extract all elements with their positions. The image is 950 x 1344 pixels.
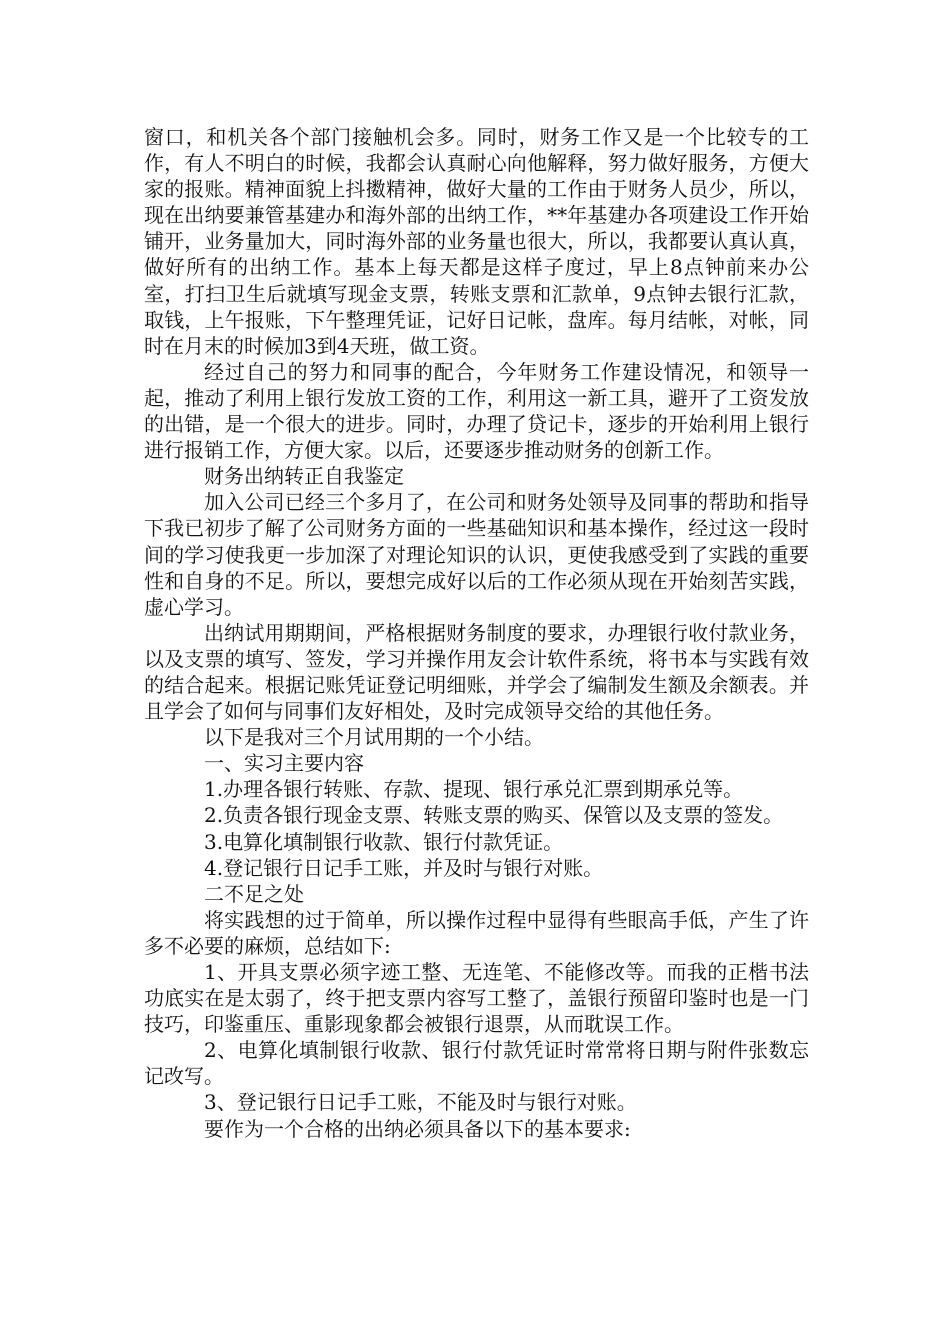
paragraph-achievements: 经过自己的努力和同事的配合，今年财务工作建设情况，和领导一起，推动了利用上银行发放工资的工作，利用这一新工具，避开了工资发放的出错，是一个很大的进步。同时，办理了贷记卡，逐步的开始利用上银行进行报销工作，方便大家。以后，还要逐步推动财务的创新工作。 bbox=[144, 359, 809, 463]
paragraph-probation: 出纳试用期期间，严格根据财务制度的要求，办理银行收付款业务，以及支票的填写、签发，学习并操作用友会计软件系统，将书本与实践有效的结合起来。根据记账凭证登记明细账，并学会了编制发生额及余额表。并且学会了如何与同事们友好相处，及时完成领导交给的其他任务。 bbox=[144, 620, 809, 724]
paragraph-summary-lead: 以下是我对三个月试用期的一个小结。 bbox=[204, 725, 544, 750]
shortcoming-item-1: 1、开具支票必须字迹工整、无连笔、不能修改等。而我的正楷书法功底实在是太弱了，终于把支票内容写工整了，盖银行预留印鉴时也是一门技巧，印鉴重压、重影现象都会被银行退票，从而耽误工作。 bbox=[144, 960, 809, 1037]
paragraph-work-routine: 窗口，和机关各个部门接触机会多。同时，财务工作又是一个比较专的工作，有人不明白的时候，我都会认真耐心向他解释，努力做好服务，方便大家的报账。精神面貌上抖擞精神，做好大量的工作由于财务人员少，所以，现在出纳要兼管基建办和海外部的出纳工作，**年基建办各项建设工作开始铺开，业务量加大，同时海外部的业务量也很大，所以，我都要认真认真，做好所有的出纳工作。基本上每天都是这样子度过，早上8点钟前来办公室，打扫卫生后就填写现金支票，转账支票和汇款单，9点钟去银行汇款，取钱，上午报账，下午整理凭证，记好日记帐，盘库。每月结帐，对帐，同时在月末的时候加3到4天班，做工资。 bbox=[144, 125, 809, 358]
document-body bbox=[144, 124, 809, 1142]
paragraph-shortcomings-intro: 将实践想的过于简单，所以操作过程中显得有些眼高手低，产生了许多不必要的麻烦，总结如下: bbox=[144, 907, 809, 958]
list-item-4: 4.登记银行日记手工账，并及时与银行对账。 bbox=[204, 855, 604, 880]
section-title: 财务出纳转正自我鉴定 bbox=[204, 464, 404, 489]
heading-shortcomings: 二不足之处 bbox=[204, 881, 304, 906]
paragraph-intro: 加入公司已经三个多月了，在公司和财务处领导及同事的帮助和指导下我已初步了解了公司财务方面的一些基础知识和基本操作，经过这一段时间的学习使我更一步加深了对理论知识的认识，更使我感受到了实践的重要性和自身的不足。所以，要想完成好以后的工作必须从现在开始刻苦实践，虚心学习。 bbox=[144, 490, 809, 619]
shortcoming-item-3: 3、登记银行日记手工账，不能及时与银行对账。 bbox=[204, 1090, 637, 1115]
list-item-1: 1.办理各银行转账、存款、提现、银行承兑汇票到期承兑等。 bbox=[204, 777, 744, 802]
list-item-3: 3.电算化填制银行收款、银行付款凭证。 bbox=[204, 829, 564, 854]
paragraph-requirements-lead: 要作为一个合格的出纳必须具备以下的基本要求: bbox=[204, 1116, 631, 1141]
shortcoming-item-2: 2、电算化填制银行收款、银行付款凭证时常常将日期与附件张数忘记改写。 bbox=[144, 1038, 809, 1089]
heading-main-content: 一、实习主要内容 bbox=[204, 751, 364, 776]
list-item-2: 2.负责各银行现金支票、转账支票的购买、保管以及支票的签发。 bbox=[204, 803, 784, 828]
